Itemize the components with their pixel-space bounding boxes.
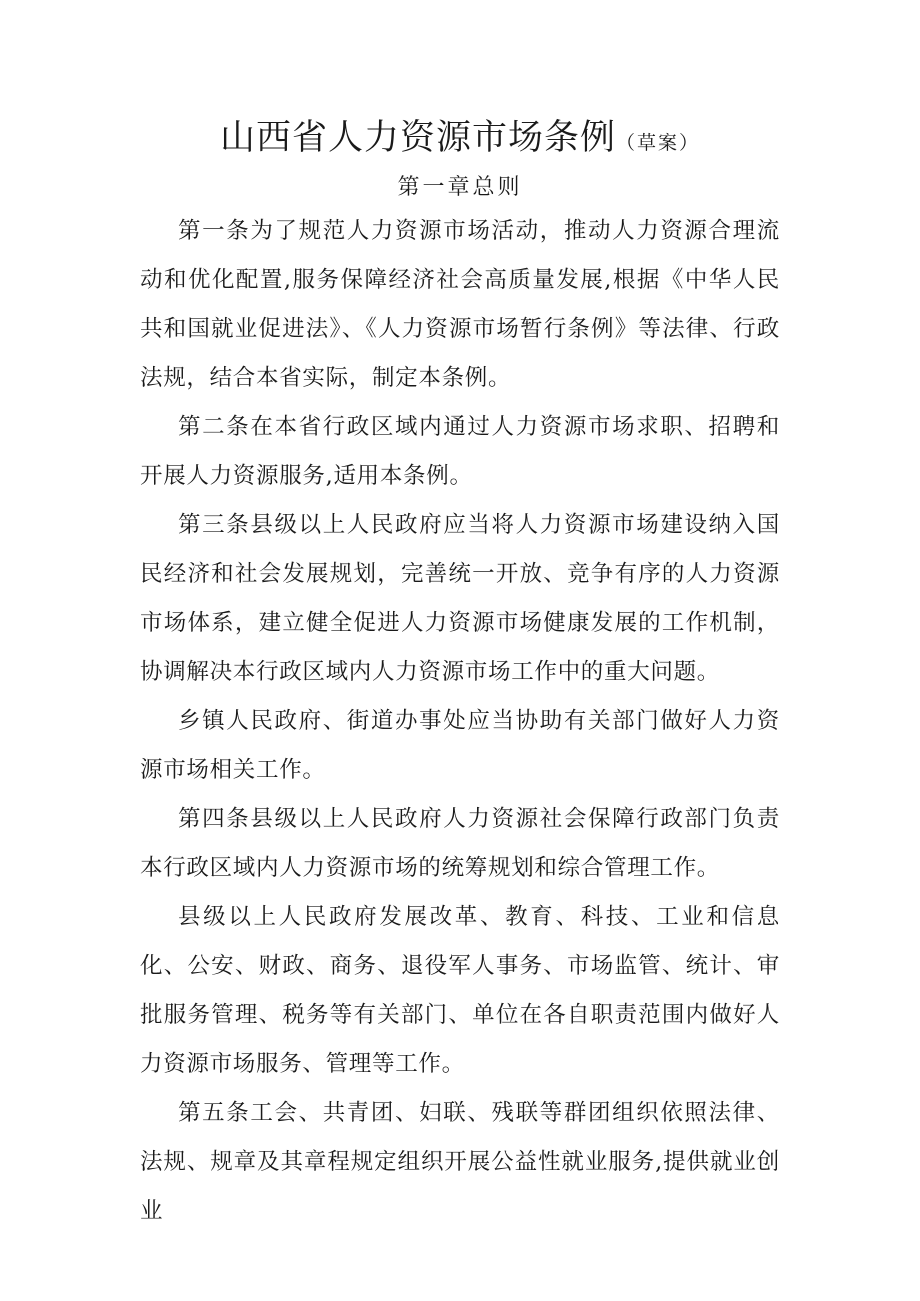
chapter-heading: 第一章总则 bbox=[397, 175, 523, 200]
document-body bbox=[140, 207, 780, 1236]
title-draft-note: （草案） bbox=[616, 132, 701, 154]
paragraph-article-2: 第二条在本省行政区域内通过人力资源市场求职、招聘和开展人力资源服务,适用本条例。 bbox=[140, 414, 780, 489]
paragraph-article-4: 第四条县级以上人民政府人力资源社会保障行政部门负责本行政区域内人力资源市场的统筹规划和综合管理工作。 bbox=[140, 806, 780, 881]
paragraph-article-3: 第三条县级以上人民政府应当将人力资源市场建设纳入国民经济和社会发展规划，完善统一开放、竞争有序的人力资源市场体系，建立健全促进人力资源市场健康发展的工作机制，协调解决本行政区域内人力资源市场工作中的重大问题。 bbox=[140, 512, 780, 685]
document-title bbox=[0, 110, 920, 160]
paragraph-article-1: 第一条为了规范人力资源市场活动，推动人力资源合理流动和优化配置,服务保障经济社会高质量发展,根据《中华人民共和国就业促进法》、《人力资源市场暂行条例》等法律、行政法规，结合本省实际，制定本条例。 bbox=[140, 218, 780, 391]
paragraph-article-5: 第五条工会、共青团、妇联、残联等群团组织依照法律、法规、规章及其章程规定组织开展公益性就业服务,提供就业创业 bbox=[140, 1100, 780, 1224]
paragraph-article-4-departments: 县级以上人民政府发展改革、教育、科技、工业和信息化、公安、财政、商务、退役军人事务、市场监管、统计、审批服务管理、税务等有关部门、单位在各自职责范围内做好人力资源市场服务、管理等工作。 bbox=[140, 904, 780, 1077]
title-main: 山西省人力资源市场条例 bbox=[219, 118, 616, 158]
paragraph-article-3-township: 乡镇人民政府、街道办事处应当协助有关部门做好人力资源市场相关工作。 bbox=[140, 708, 780, 783]
